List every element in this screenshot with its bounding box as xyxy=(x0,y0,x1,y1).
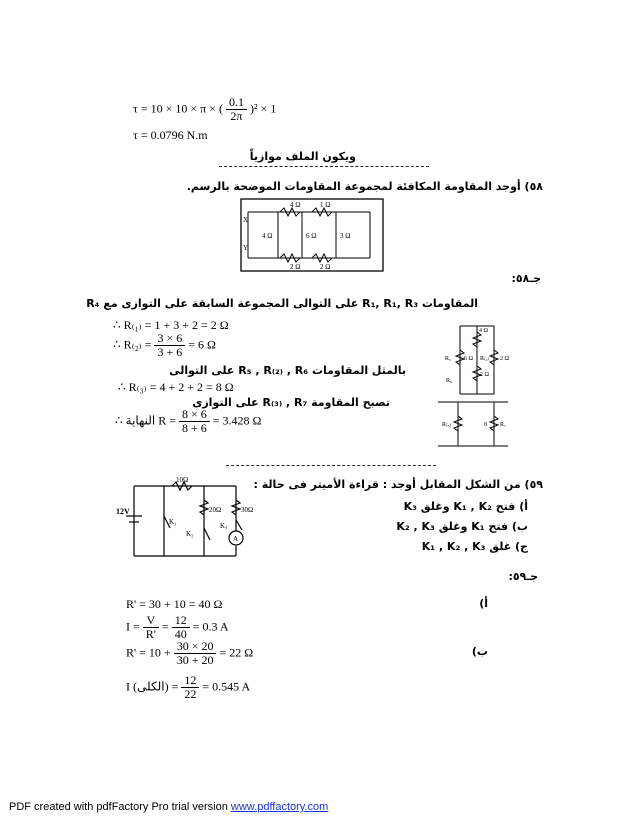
r-4ohm-left: 4 Ω xyxy=(262,232,273,240)
q58-eq-4: ∴ النهاية R = $\frac{8 \times 6}{8 + 6}$ = 3.428 Ω xyxy=(115,407,262,435)
r-3ohm: 3 Ω xyxy=(340,232,351,240)
svg-text:R₆: R₆ xyxy=(446,378,453,384)
torque-fraction: $\frac{0.1}{2\pi}$ xyxy=(226,96,247,123)
svg-text:20Ω: 20Ω xyxy=(209,506,222,514)
q58-explanation-2: بالمثل المقاومات R₅ , R₍₂₎ , R₆ على التوالى xyxy=(169,364,406,377)
svg-text:K₁: K₁ xyxy=(169,518,177,526)
r-2ohm-a: 2 Ω xyxy=(290,263,301,271)
q59-answer-label: جـ٥٩: xyxy=(508,570,538,583)
q59-case-a: أ) فتح K₁ , K₂ وغلق K₃ xyxy=(403,500,528,513)
q59-case-c: ج) غلق K₁ , K₂ , K₃ xyxy=(421,540,528,553)
svg-text:6 Ω: 6 Ω xyxy=(464,356,473,362)
q58-answer-label: جـ٥٨: xyxy=(511,272,541,285)
svg-text:2 Ω: 2 Ω xyxy=(480,372,489,378)
pdf-footer: PDF created with pdfFactory Pro trial version www.pdffactory.com xyxy=(9,801,329,813)
divider xyxy=(219,166,429,167)
q58-eq-3: ∴ R₍₃₎ = 4 + 2 + 2 = 8 Ω xyxy=(118,380,234,394)
r-1ohm: 1 Ω xyxy=(320,201,331,209)
svg-text:4 Ω: 4 Ω xyxy=(479,328,488,334)
q58-explanation-1: المقاومات R₁, R₁, R₃ على التوالى المجموعة السابقة على التوازى مع R₄ xyxy=(86,297,478,310)
q59-eq-b1: R' = 10 + $\frac{30 \times 20}{30 + 20}$ = 22 Ω xyxy=(126,639,254,667)
q59-circuit-diagram xyxy=(114,476,264,566)
coil-parallel-note: ويكون الملف موازياً xyxy=(249,150,356,163)
r-4ohm-top: 4 Ω xyxy=(290,201,301,209)
q59-part-b: ب) xyxy=(471,645,488,658)
svg-text:12V: 12V xyxy=(116,507,130,516)
svg-text:8: 8 xyxy=(484,422,487,428)
svg-text:10Ω: 10Ω xyxy=(176,476,189,484)
svg-text:R₇: R₇ xyxy=(500,422,507,428)
svg-text:K₃: K₃ xyxy=(220,522,228,530)
svg-text:30Ω: 30Ω xyxy=(241,506,254,514)
pdffactory-link[interactable]: www.pdffactory.com xyxy=(230,801,329,813)
node-y: Y xyxy=(243,244,249,252)
torque-result: τ = 0.0796 N.m xyxy=(133,128,208,142)
q58-eq-1: ∴ R₍₁₎ = 1 + 3 + 2 = 2 Ω xyxy=(113,318,229,332)
torque-eq-left: τ = 10 × 10 × π × ( xyxy=(133,101,223,116)
svg-text:A: A xyxy=(233,535,239,543)
svg-text:R₅: R₅ xyxy=(445,356,452,362)
r-2ohm-b: 2 Ω xyxy=(320,263,331,271)
torque-eq-right: )² × 1 xyxy=(249,101,277,116)
r-6ohm: 6 Ω xyxy=(306,232,317,240)
svg-text:2 Ω: 2 Ω xyxy=(500,356,509,362)
q58-reduction-diagram xyxy=(432,322,517,450)
svg-text:K₂: K₂ xyxy=(186,530,194,538)
q59-part-a: أ) xyxy=(479,597,488,610)
q58-circuit-diagram xyxy=(240,198,384,272)
q59-eq-a1: R' = 30 + 10 = 40 Ω xyxy=(126,597,223,611)
divider-2 xyxy=(226,465,436,466)
torque-equation xyxy=(133,96,276,123)
q59-eq-a2: I = $\frac{V}{R'}$ = $\frac{12}{40}$ = 0.3 A xyxy=(126,613,229,641)
svg-text:R₍₂₎: R₍₂₎ xyxy=(480,356,490,362)
q59-question: ٥٩) من الشكل المقابل أوجد : قراءة الأميتر فى حالة : xyxy=(253,478,543,491)
node-x: X xyxy=(243,216,249,224)
q58-explanation-3: تصبح المقاومة R₍₃₎ , R₇ على التوازى xyxy=(192,396,390,409)
q58-eq-2: ∴ R₍₂₎ = $\frac{3 \times 6}{3 + 6}$ = 6 Ω xyxy=(113,331,216,359)
svg-text:R₍₃₎: R₍₃₎ xyxy=(442,422,452,428)
q59-case-b: ب) فتح K₁ وغلق K₂ , K₃ xyxy=(396,520,528,533)
q59-eq-b2: I (الكلى) = $\frac{12}{22}$ = 0.545 A xyxy=(126,673,251,701)
q58-question: ٥٨) أوجد المقاومة المكافئة لمجموعة المقاومات الموضحة بالرسم. xyxy=(186,180,543,193)
